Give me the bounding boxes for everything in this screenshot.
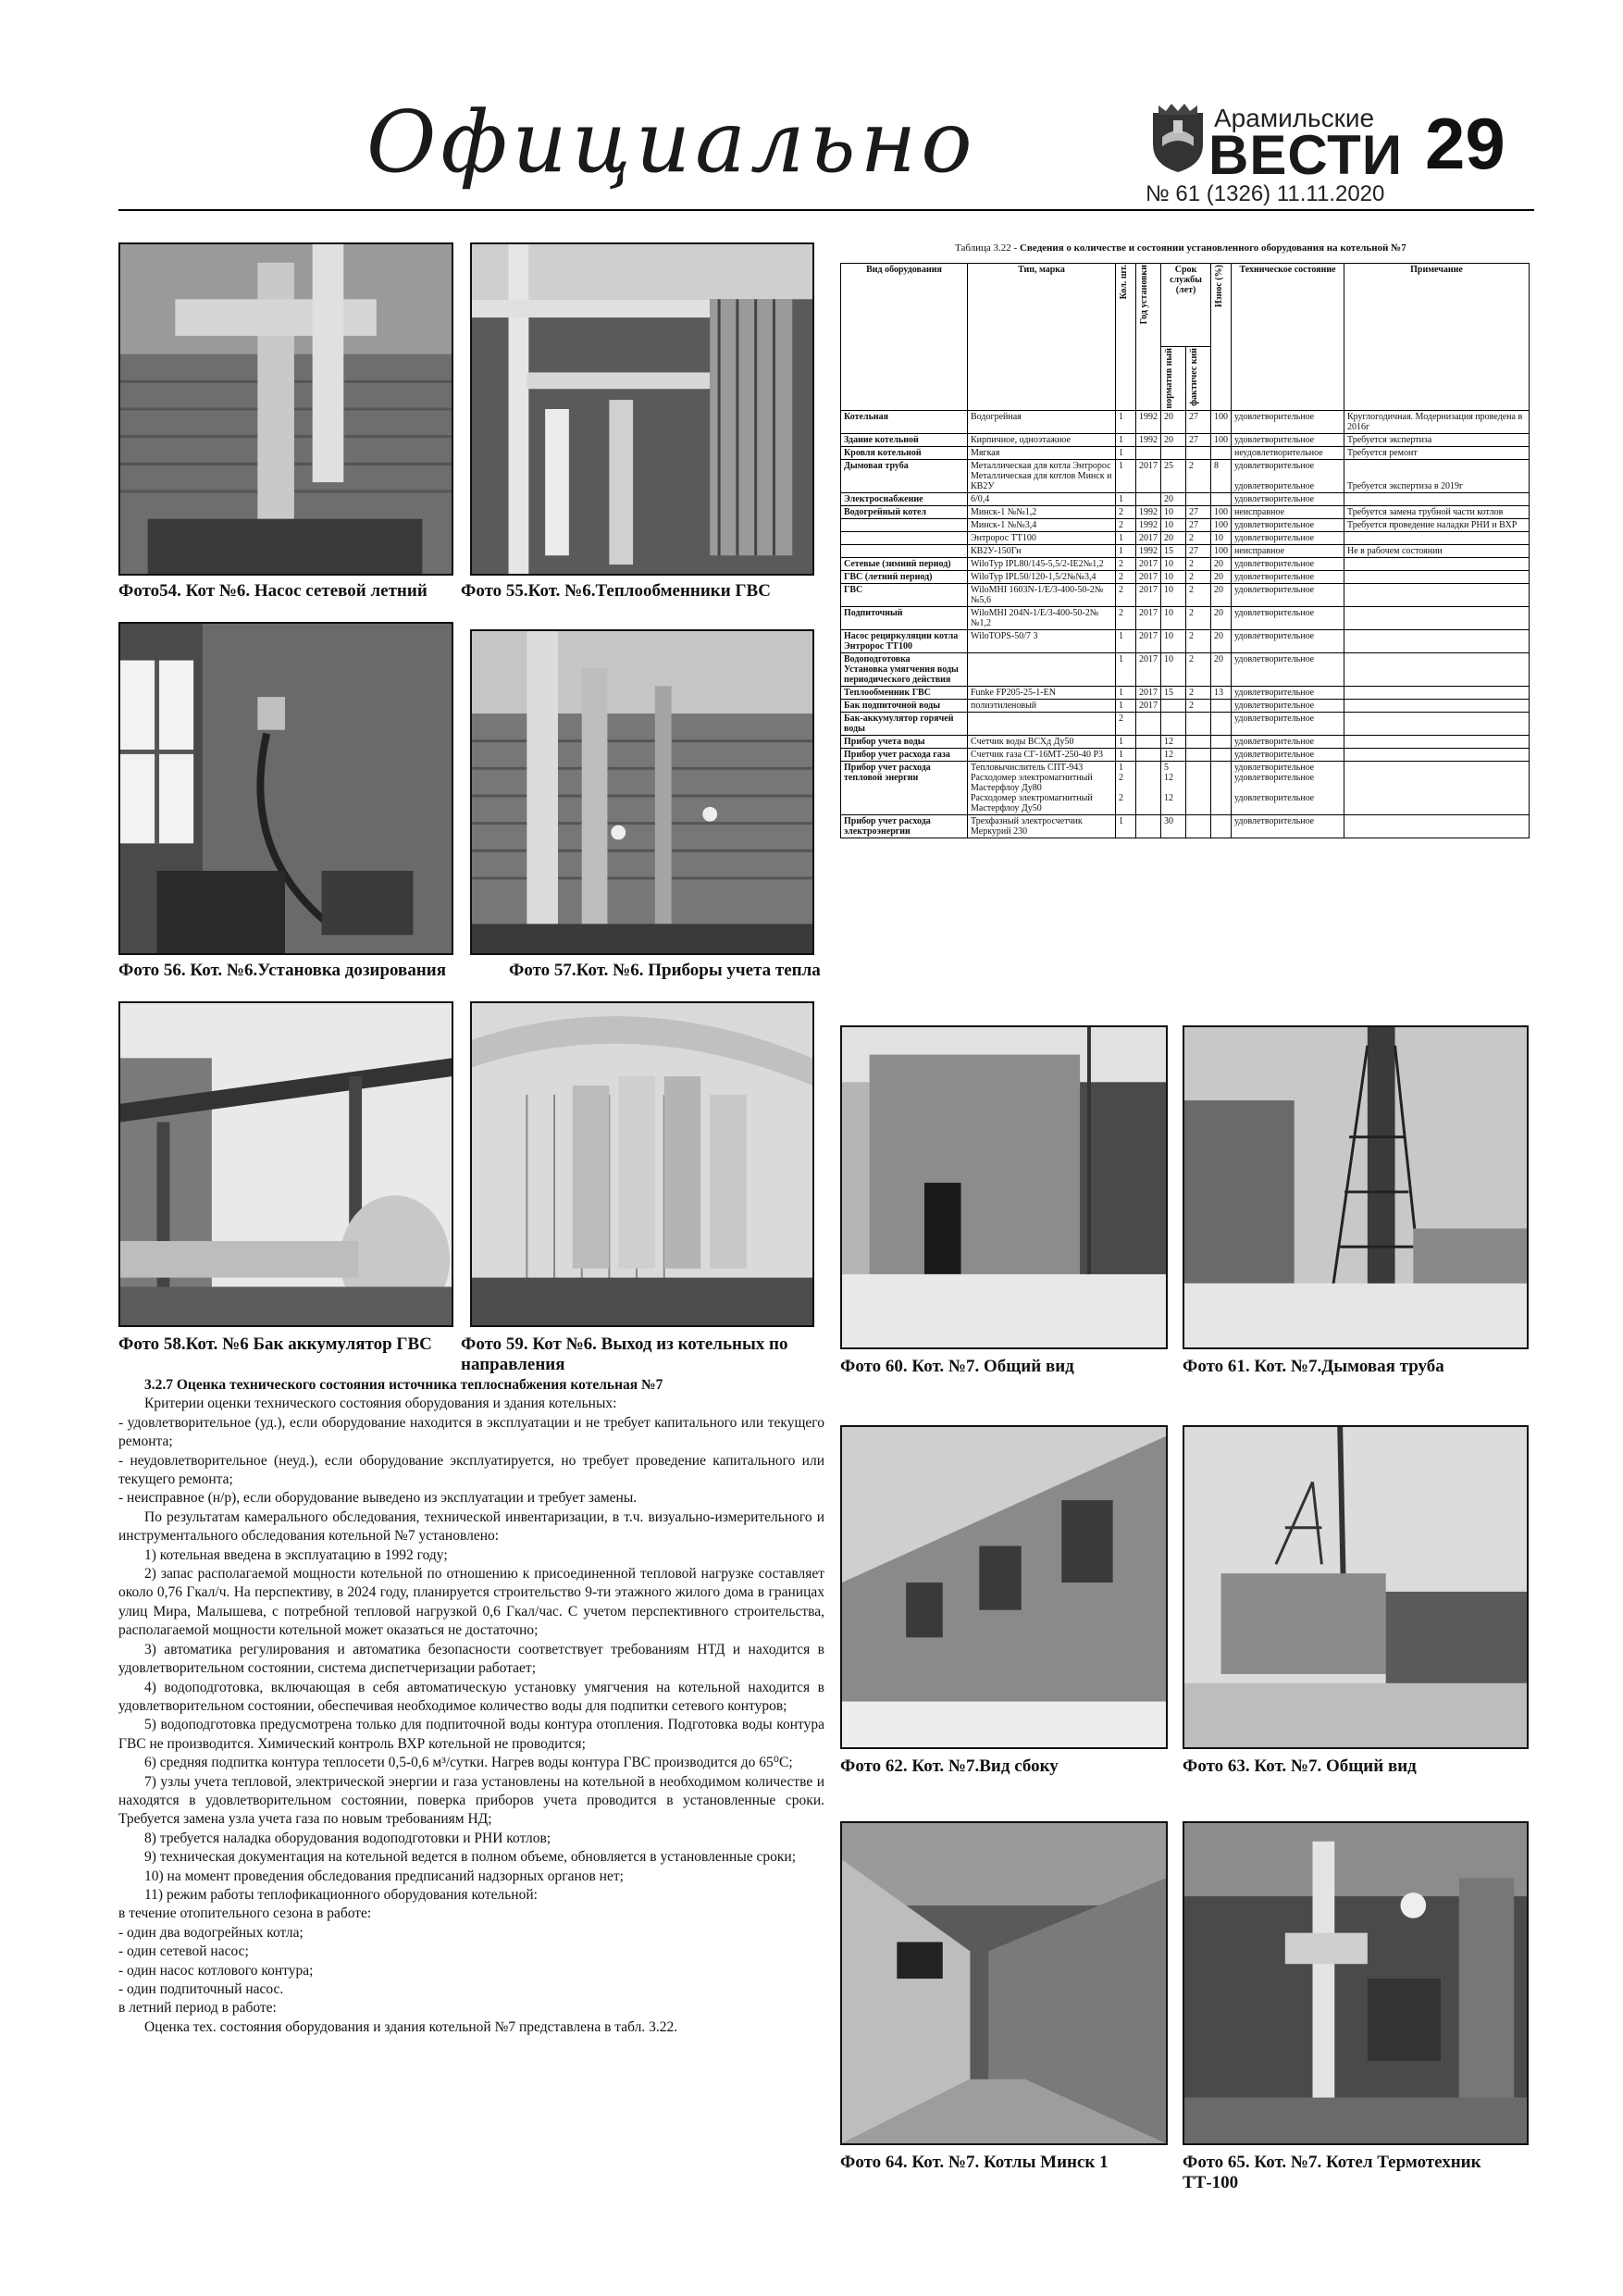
article-paragraph: Критерии оценки технического состояния оборудования и здания котельных: xyxy=(144,1396,617,1412)
photo-59-caption: Фото 59. Кот №6. Выход из котельных по направления xyxy=(461,1334,788,1374)
table-cell: 1 xyxy=(1116,544,1136,557)
table-cell xyxy=(1186,446,1211,459)
table-row xyxy=(841,544,1530,557)
photo-58 xyxy=(118,1001,453,1327)
table-row xyxy=(841,712,1530,735)
table-row xyxy=(841,814,1530,838)
table-cell: 2017 xyxy=(1136,652,1161,686)
table-cell xyxy=(841,518,968,531)
article-heading: 3.2.7 Оценка технического состояния источника теплоснабжения котельная №7 xyxy=(144,1377,663,1393)
table-cell xyxy=(1136,712,1161,735)
article-paragraph: 11) режим работы теплофикационного оборудования котельной: xyxy=(144,1886,538,1903)
table-cell: 2017 xyxy=(1136,606,1161,629)
table-cell: Требуется замена трубной части котлов xyxy=(1344,505,1530,518)
table-cell: Бак подпиточной воды xyxy=(841,699,968,712)
table-cell: удовлетворительное xyxy=(1232,606,1344,629)
article-paragraph: 1) котельная введена в эксплуатацию в 1992 году; xyxy=(144,1546,448,1563)
table-cell: неисправное xyxy=(1232,544,1344,557)
table-cell: ГВС (летний период) xyxy=(841,570,968,583)
table-cell: 25 xyxy=(1161,459,1186,492)
table-row xyxy=(841,629,1530,652)
table-cell: Трехфазный электросчетчик Меркурий 230 xyxy=(968,814,1116,838)
col-model: Тип, марка xyxy=(968,264,1116,411)
photo-56 xyxy=(118,622,453,955)
table-cell xyxy=(1211,735,1232,748)
table-cell: 2 xyxy=(1116,557,1136,570)
table-cell: Прибор учет расхода газа xyxy=(841,748,968,761)
city-coat-of-arms-logo xyxy=(1146,100,1210,174)
table-cell: Требуется экспертиза в 2019г xyxy=(1344,459,1530,492)
table-row xyxy=(841,686,1530,699)
issue-info: № 61 (1326) 11.11.2020 xyxy=(1146,181,1385,206)
table-cell: 1 xyxy=(1116,814,1136,838)
table-cell: 100 xyxy=(1211,544,1232,557)
table-cell: 2 xyxy=(1186,699,1211,712)
table-cell: 5 12 12 xyxy=(1161,761,1186,814)
article-paragraph: - один насос котлового контура; xyxy=(118,1962,314,1979)
table-cell: 2 xyxy=(1186,686,1211,699)
table-cell: 2 xyxy=(1186,570,1211,583)
table-cell: 20 xyxy=(1161,410,1186,433)
photo-63 xyxy=(1183,1425,1529,1749)
table-cell xyxy=(1211,748,1232,761)
table-cell xyxy=(1161,699,1186,712)
section-title: Официально xyxy=(366,93,977,192)
article-paragraph: - удовлетворительное (уд.), если оборудование находится в эксплуатации и не требует капитального или текущего ремонта; xyxy=(118,1414,824,1450)
table-cell: удовлетворительное xyxy=(1232,712,1344,735)
table-cell: 20 xyxy=(1211,570,1232,583)
table-cell: 1 xyxy=(1116,629,1136,652)
table-cell xyxy=(1211,712,1232,735)
table-cell: 2 xyxy=(1116,570,1136,583)
table-cell: 1992 xyxy=(1136,544,1161,557)
table-cell: 1 2 2 xyxy=(1116,761,1136,814)
table-cell: 20 xyxy=(1211,583,1232,606)
photo-57 xyxy=(470,629,814,955)
table-cell xyxy=(1344,748,1530,761)
table-cell: Минск-1 №№1,2 xyxy=(968,505,1116,518)
table-cell: 20 xyxy=(1161,433,1186,446)
table-cell: 1 xyxy=(1116,735,1136,748)
table-cell: Энтророс ТТ100 xyxy=(968,531,1116,544)
photo-61 xyxy=(1183,1025,1529,1349)
table-cell: Минск-1 №№3,4 xyxy=(968,518,1116,531)
table-cell: 10 xyxy=(1161,629,1186,652)
table-cell: 10 xyxy=(1161,557,1186,570)
photo-60 xyxy=(840,1025,1168,1349)
table-cell xyxy=(1211,699,1232,712)
table-cell: 2 xyxy=(1116,518,1136,531)
table-cell: 100 xyxy=(1211,410,1232,433)
table-cell xyxy=(1211,814,1232,838)
table-cell: Котельная xyxy=(841,410,968,433)
table-cell: 6/0,4 xyxy=(968,492,1116,505)
table-cell: 100 xyxy=(1211,505,1232,518)
article-paragraph: 10) на момент проведения обследования предписаний надзорных органов нет; xyxy=(144,1868,624,1884)
table-cell: 2 xyxy=(1116,712,1136,735)
table-cell xyxy=(1136,735,1161,748)
photo-62-caption: Фото 62. Кот. №7.Вид сбоку xyxy=(840,1756,1059,1776)
table-row xyxy=(841,492,1530,505)
article-paragraph: 4) водоподготовка, включающая в себя автоматическую установку умягчения на котельной находится в удовлетворительном состоянии, обеспечивая необходимое количество воды для подпитки сетевого контуров; xyxy=(118,1679,824,1714)
article-paragraph: 5) водоподготовка предусмотрена только для подпиточной воды контура отопления. Подготовка воды контура ГВС не производится. Химический контроль ВХР котельной не проводится; xyxy=(118,1717,824,1752)
table-cell: 13 xyxy=(1211,686,1232,699)
table-cell: Funke FP205-25-1-EN xyxy=(968,686,1116,699)
article-paragraph: 7) узлы учета тепловой, электрической энергии и газа установлены на котельной в необходимом количестве и находятся в удовлетворительном состоянии, поверка приборов учета проводится в установленные сроки. Требуется замена узла учета газа по новым требованиям НД; xyxy=(118,1773,824,1828)
article-paragraph: - один подпиточный насос. xyxy=(118,1981,284,1997)
table-cell xyxy=(968,652,1116,686)
table-cell xyxy=(1186,735,1211,748)
newspaper-name-top: Арамильские xyxy=(1214,104,1375,132)
photo-64-caption: Фото 64. Кот. №7. Котлы Минск 1 xyxy=(840,2153,1109,2172)
table-cell: 2 xyxy=(1186,583,1211,606)
table-cell: Насос рециркуляции котла Энтророс ТТ100 xyxy=(841,629,968,652)
table-row xyxy=(841,570,1530,583)
table-cell: Прибор учет расхода тепловой энергии xyxy=(841,761,968,814)
table-cell xyxy=(1344,557,1530,570)
table-cell xyxy=(1344,712,1530,735)
table-cell: удовлетворительное xyxy=(1232,531,1344,544)
photo-54-caption: Фото54. Кот №6. Насос сетевой летний xyxy=(118,581,427,601)
table-cell: 2017 xyxy=(1136,629,1161,652)
photo-59 xyxy=(470,1001,814,1327)
table-cell: 2 xyxy=(1186,606,1211,629)
table-cell: 1 xyxy=(1116,748,1136,761)
table-cell: неудовлетворительное xyxy=(1232,446,1344,459)
table-cell: WiloTyp IPL50/120-1,5/2№№3,4 xyxy=(968,570,1116,583)
col-life-fact: фактичес кий xyxy=(1186,347,1211,411)
table-cell: 2017 xyxy=(1136,686,1161,699)
col-life: Срок службы (лет) xyxy=(1161,264,1211,347)
table-cell: Требуется экспертиза xyxy=(1344,433,1530,446)
table-cell xyxy=(968,712,1116,735)
article-paragraph: 9) техническая документация на котельной ведется в полном объеме, обновляется в установленные сроки; xyxy=(144,1849,797,1866)
table-cell: WiloMHI 204N-1/E/3-400-50-2№№1,2 xyxy=(968,606,1116,629)
table-row xyxy=(841,518,1530,531)
table-row xyxy=(841,748,1530,761)
table-cell: 1 xyxy=(1116,433,1136,446)
table-cell xyxy=(1344,699,1530,712)
table-cell: WiloTyp IPL80/145-5,5/2-IE2№1,2 xyxy=(968,557,1116,570)
table-cell: 20 xyxy=(1161,492,1186,505)
table-cell: КВ2У-150Гн xyxy=(968,544,1116,557)
photo-54 xyxy=(118,242,453,576)
table-row xyxy=(841,583,1530,606)
table-cell: 20 xyxy=(1161,531,1186,544)
table-cell xyxy=(1136,492,1161,505)
table-cell: удовлетворительное xyxy=(1232,492,1344,505)
table-cell: 12 xyxy=(1161,735,1186,748)
photo-57-caption: Фото 57.Кот. №6. Приборы учета тепла xyxy=(509,961,821,980)
table-cell: Счетчик воды ВСХд Ду50 xyxy=(968,735,1116,748)
table-row xyxy=(841,652,1530,686)
header-rule xyxy=(118,209,1534,211)
table-cell: 2017 xyxy=(1136,459,1161,492)
table-row xyxy=(841,410,1530,433)
newspaper-name-main: ВЕСТИ xyxy=(1208,124,1403,186)
table-cell: 27 xyxy=(1186,433,1211,446)
table-cell: 1992 xyxy=(1136,410,1161,433)
table-cell: Мягкая xyxy=(968,446,1116,459)
table-cell xyxy=(1161,712,1186,735)
table-cell: 2 xyxy=(1116,583,1136,606)
table-cell xyxy=(1186,492,1211,505)
photo-56-caption: Фото 56. Кот. №6.Установка дозирования xyxy=(118,961,446,980)
table-cell: 2017 xyxy=(1136,570,1161,583)
table-cell: 1 xyxy=(1116,652,1136,686)
page-number: 29 xyxy=(1425,103,1505,184)
table-cell: Кирпичное, одноэтажное xyxy=(968,433,1116,446)
table-cell: WiloMHI 1603N-1/E/3-400-50-2№№5,6 xyxy=(968,583,1116,606)
table-cell xyxy=(1136,446,1161,459)
table-cell: 27 xyxy=(1186,544,1211,557)
table-cell: WiloTOPS-50/7 3 xyxy=(968,629,1116,652)
photo-62 xyxy=(840,1425,1168,1749)
table-cell: 10 xyxy=(1161,606,1186,629)
table-cell: удовлетворительное удовлетворительное удовлетворительное xyxy=(1232,761,1344,814)
table-cell: 2017 xyxy=(1136,557,1161,570)
table-cell: 2 xyxy=(1186,557,1211,570)
table-cell xyxy=(1136,748,1161,761)
table-cell xyxy=(841,531,968,544)
table-cell: удовлетворительное xyxy=(1232,583,1344,606)
table-cell xyxy=(1211,492,1232,505)
table-row xyxy=(841,761,1530,814)
table-cell xyxy=(1344,531,1530,544)
col-life-norm: норматив ный xyxy=(1161,347,1186,411)
table-cell xyxy=(1344,629,1530,652)
table-caption: Таблица 3.22 - Сведения о количестве и состоянии установленного оборудования на котельной №7 xyxy=(955,242,1406,254)
photo-58-caption: Фото 58.Кот. №6 Бак аккумулятор ГВС xyxy=(118,1334,432,1354)
article-paragraph: Оценка тех. состояния оборудования и здания котельной №7 представлена в табл. 3.22. xyxy=(144,2018,678,2035)
table-cell: удовлетворительное удовлетворительное xyxy=(1232,459,1344,492)
photo-61-caption: Фото 61. Кот. №7.Дымовая труба xyxy=(1183,1357,1444,1376)
table-cell: Прибор учет расхода электроэнергии xyxy=(841,814,968,838)
table-cell xyxy=(1344,583,1530,606)
table-cell: удовлетворительное xyxy=(1232,735,1344,748)
table-cell: 10 xyxy=(1161,505,1186,518)
table-cell: 1 xyxy=(1116,492,1136,505)
table-cell: 20 xyxy=(1211,629,1232,652)
table-cell: Дымовая труба xyxy=(841,459,968,492)
table-cell: ГВС xyxy=(841,583,968,606)
table-cell xyxy=(1186,748,1211,761)
table-cell: 2017 xyxy=(1136,699,1161,712)
table-row xyxy=(841,505,1530,518)
article-paragraph: 6) средняя подпитка контура теплосети 0,5-0,6 м³/сутки. Нагрев воды контура ГВС производится до 65⁰С; xyxy=(144,1755,793,1771)
table-cell xyxy=(1136,814,1161,838)
table-cell xyxy=(1186,761,1211,814)
table-cell: удовлетворительное xyxy=(1232,686,1344,699)
table-cell: 8 xyxy=(1211,459,1232,492)
article-paragraph: в течение отопительного сезона в работе: xyxy=(118,1905,372,1922)
photo-55 xyxy=(470,242,814,576)
table-cell xyxy=(1344,652,1530,686)
table-cell xyxy=(1344,492,1530,505)
table-cell: Сетевые (зимний период) xyxy=(841,557,968,570)
table-cell: 100 xyxy=(1211,518,1232,531)
table-cell: 27 xyxy=(1186,410,1211,433)
table-cell xyxy=(1344,761,1530,814)
table-cell xyxy=(1211,761,1232,814)
table-cell: Требуется ремонт xyxy=(1344,446,1530,459)
table-cell: Здание котельной xyxy=(841,433,968,446)
table-cell: удовлетворительное xyxy=(1232,814,1344,838)
table-row xyxy=(841,531,1530,544)
table-cell xyxy=(841,544,968,557)
table-cell: 2 xyxy=(1186,531,1211,544)
table-cell xyxy=(1186,712,1211,735)
table-cell: удовлетворительное xyxy=(1232,518,1344,531)
table-cell: Подпиточный xyxy=(841,606,968,629)
article-paragraph: - неисправное (н/р), если оборудование выведено из эксплуатации и требует замены. xyxy=(118,1490,638,1507)
table-cell xyxy=(1186,814,1211,838)
table-cell: Кровля котельной xyxy=(841,446,968,459)
photo-65-caption: Фото 65. Кот. №7. Котел Термотехник ТТ-100 xyxy=(1183,2153,1481,2192)
table-cell: 27 xyxy=(1186,518,1211,531)
article-paragraph: 2) запас располагаемой мощности котельной по отношению к присоединенной тепловой нагрузке составляет около 0,76 Гкал/ч. На перспективу, в 2024 году, планируется строительство 9-ти этажного жилого дома в границах улиц Мира, Малышева, с потребной тепловой нагрузкой 0,6 Гкал/час. С учетом перспективного строительства, располагаемой мощности котельной может оказаться не достаточно; xyxy=(118,1566,824,1639)
article-paragraph: 3) автоматика регулирования и автоматика безопасности соответствует требованиям НТД и находится в удовлетворительном состоянии, система диспетчеризации работает; xyxy=(118,1641,824,1677)
table-cell: 2017 xyxy=(1136,531,1161,544)
col-year: Год установки xyxy=(1136,264,1161,411)
table-cell: удовлетворительное xyxy=(1232,433,1344,446)
table-cell: 2 xyxy=(1186,459,1211,492)
table-cell xyxy=(1344,686,1530,699)
table-cell: неисправное xyxy=(1232,505,1344,518)
col-qty: Кол. шт. xyxy=(1116,264,1136,411)
table-cell: 15 xyxy=(1161,686,1186,699)
article xyxy=(118,1376,824,2037)
photo-63-caption: Фото 63. Кот. №7. Общий вид xyxy=(1183,1756,1417,1776)
table-cell: удовлетворительное xyxy=(1232,557,1344,570)
table-cell: Требуется проведение наладки РНИ и ВХР xyxy=(1344,518,1530,531)
table-cell: Водогрейная xyxy=(968,410,1116,433)
article-paragraph: 8) требуется наладка оборудования водоподготовки и РНИ котлов; xyxy=(144,1830,551,1846)
table-cell: 2 xyxy=(1186,629,1211,652)
photo-55-caption: Фото 55.Кот. №6.Теплообменники ГВС xyxy=(461,581,771,601)
table-cell: 15 xyxy=(1161,544,1186,557)
table-cell: Прибор учета воды xyxy=(841,735,968,748)
table-cell: удовлетворительное xyxy=(1232,570,1344,583)
col-note: Примечание xyxy=(1344,264,1530,411)
table-cell: 20 xyxy=(1211,652,1232,686)
equipment-table xyxy=(840,263,1530,838)
photo-60-caption: Фото 60. Кот. №7. Общий вид xyxy=(840,1357,1074,1376)
table-cell xyxy=(1344,606,1530,629)
table-cell: удовлетворительное xyxy=(1232,699,1344,712)
table-cell: Круглогодичная. Модернизация проведена в 2016г xyxy=(1344,410,1530,433)
table-cell: 1 xyxy=(1116,699,1136,712)
table-cell: 1992 xyxy=(1136,518,1161,531)
table-cell: 1992 xyxy=(1136,433,1161,446)
table-cell xyxy=(1161,446,1186,459)
col-wear: Износ (%) xyxy=(1211,264,1232,411)
table-cell: 100 xyxy=(1211,433,1232,446)
table-cell: 20 xyxy=(1211,557,1232,570)
table-row xyxy=(841,446,1530,459)
table-cell: Водоподготовка Установка умягчения воды периодического действия xyxy=(841,652,968,686)
table-cell: 10 xyxy=(1161,518,1186,531)
table-cell: 1992 xyxy=(1136,505,1161,518)
table-cell: 10 xyxy=(1211,531,1232,544)
table-cell: полиэтиленовый xyxy=(968,699,1116,712)
table-cell: 1 xyxy=(1116,686,1136,699)
col-type: Вид оборудования xyxy=(841,264,968,411)
table-row xyxy=(841,699,1530,712)
table-cell: 2017 xyxy=(1136,583,1161,606)
table-row xyxy=(841,606,1530,629)
table-cell: 10 xyxy=(1161,570,1186,583)
col-state: Техническое состояние xyxy=(1232,264,1344,411)
table-cell: Бак-аккумулятор горячей воды xyxy=(841,712,968,735)
article-paragraph: - один сетевой насос; xyxy=(118,1943,249,1960)
photo-64 xyxy=(840,1821,1168,2145)
table-row xyxy=(841,459,1530,492)
table-cell xyxy=(1344,570,1530,583)
table-cell: 10 xyxy=(1161,652,1186,686)
table-row xyxy=(841,557,1530,570)
article-paragraph: в летний период в работе: xyxy=(118,2000,277,2017)
table-cell xyxy=(1136,761,1161,814)
table-cell: 10 xyxy=(1161,583,1186,606)
table-cell: 2 xyxy=(1186,652,1211,686)
table-cell: удовлетворительное xyxy=(1232,748,1344,761)
table-cell: 30 xyxy=(1161,814,1186,838)
table-cell xyxy=(1344,814,1530,838)
table-cell xyxy=(1344,735,1530,748)
table-cell: 1 xyxy=(1116,446,1136,459)
photo-65 xyxy=(1183,1821,1529,2145)
table-cell: 27 xyxy=(1186,505,1211,518)
table-cell: удовлетворительное xyxy=(1232,652,1344,686)
table-row xyxy=(841,735,1530,748)
table-cell: 2 xyxy=(1116,606,1136,629)
table-cell: Теплообменник ГВС xyxy=(841,686,968,699)
table-cell: Тепловычислитель СПТ-943 Расходомер электромагнитный Мастерфлоу Ду80 Расходомер электромагнитный Мастерфлоу Ду50 xyxy=(968,761,1116,814)
table-cell: 12 xyxy=(1161,748,1186,761)
table-cell: 1 xyxy=(1116,410,1136,433)
table-cell: удовлетворительное xyxy=(1232,629,1344,652)
article-paragraph: - неудовлетворительное (неуд.), если оборудование эксплуатируется, но требует проведение капитального или текущего ремонта; xyxy=(118,1452,824,1488)
article-paragraph: - один два водогрейных котла; xyxy=(118,1924,304,1941)
table-row xyxy=(841,433,1530,446)
table-cell: 2 xyxy=(1116,505,1136,518)
table-cell: Счетчик газа СГ-16МТ-250-40 Р3 xyxy=(968,748,1116,761)
table-cell: 20 xyxy=(1211,606,1232,629)
table-cell xyxy=(1211,446,1232,459)
table-cell: Металлическая для котла Энтророс Металлическая для котлов Минск и КВ2У xyxy=(968,459,1116,492)
table-cell: 1 xyxy=(1116,459,1136,492)
article-paragraph: По результатам камерального обследования, технической инвентаризации, в т.ч. визуально-измерительного и инструментального обследования котельной №7 установлено: xyxy=(118,1508,824,1545)
table-cell: Не в рабочем состоянии xyxy=(1344,544,1530,557)
table-cell: удовлетворительное xyxy=(1232,410,1344,433)
table-cell: Электроснабжение xyxy=(841,492,968,505)
table-cell: Водогрейный котел xyxy=(841,505,968,518)
table-cell: 1 xyxy=(1116,531,1136,544)
